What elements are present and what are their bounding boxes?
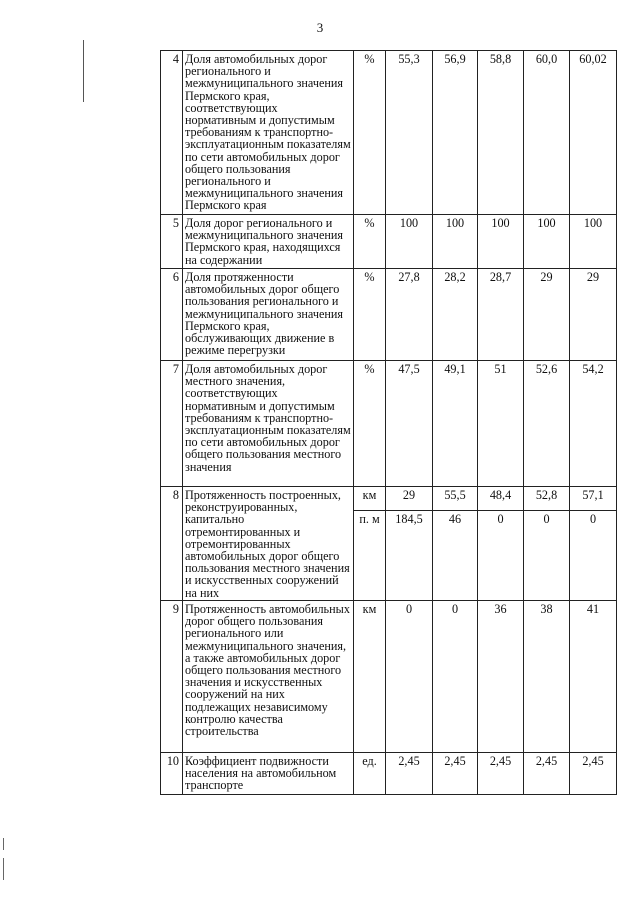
unit-cell: % — [354, 215, 386, 269]
row-number: 7 — [161, 361, 183, 487]
value-cell: 38 — [524, 601, 570, 753]
value-cell: 0 — [524, 511, 570, 601]
value-cell: 28,7 — [478, 269, 524, 361]
value-cell: 60,02 — [570, 51, 617, 215]
value-cell: 2,45 — [386, 753, 433, 795]
value-cell: 0 — [386, 601, 433, 753]
table-row — [161, 601, 617, 753]
value-cell: 2,45 — [433, 753, 478, 795]
unit-cell: ед. — [354, 753, 386, 795]
value-cell: 100 — [386, 215, 433, 269]
value-cell: 52,8 — [524, 487, 570, 511]
indicator-name: Доля автомобильных дорог регионального и межмуниципального значения Пермского края, соответствующих нормативным и допустимым требованиям к транспортно-эксплуатационным показателям по сети автомобильных дорог общего пользования регионального и межмуниципального значения Пермского края — [183, 51, 354, 215]
table-row — [161, 753, 617, 795]
table-row — [161, 269, 617, 361]
value-cell: 41 — [570, 601, 617, 753]
value-cell: 54,2 — [570, 361, 617, 487]
scan-mark — [3, 838, 4, 850]
value-cell: 184,5 — [386, 511, 433, 601]
row-number: 8 — [161, 487, 183, 601]
page-number: 3 — [316, 20, 324, 35]
indicators-table — [160, 50, 617, 795]
value-cell: 2,45 — [478, 753, 524, 795]
value-cell: 48,4 — [478, 487, 524, 511]
unit-cell: % — [354, 269, 386, 361]
value-cell: 0 — [570, 511, 617, 601]
unit-cell: % — [354, 51, 386, 215]
table-row — [161, 215, 617, 269]
value-cell: 29 — [570, 269, 617, 361]
value-cell: 46 — [433, 511, 478, 601]
value-cell: 49,1 — [433, 361, 478, 487]
indicator-name: Доля протяженности автомобильных дорог общего пользования регионального и межмуниципального значения Пермского края, обслуживающих движение в режиме перегрузки — [183, 269, 354, 361]
value-cell: 55,5 — [433, 487, 478, 511]
value-cell: 29 — [386, 487, 433, 511]
indicator-name: Протяженность автомобильных дорог общего пользования регионального или межмуниципального значения, а также автомобильных дорог общего пользования местного значения и искусственных сооружений на них подлежащих независимому контролю качества строительства — [183, 601, 354, 753]
indicator-name: Коэффициент подвижности населения на автомобильном транспорте — [183, 753, 354, 795]
value-cell: 52,6 — [524, 361, 570, 487]
row-number: 4 — [161, 51, 183, 215]
value-cell: 55,3 — [386, 51, 433, 215]
value-cell: 2,45 — [524, 753, 570, 795]
indicator-name: Доля дорог регионального и межмуниципального значения Пермского края, находящихся на содержании — [183, 215, 354, 269]
value-cell: 0 — [433, 601, 478, 753]
value-cell: 51 — [478, 361, 524, 487]
indicator-name: Протяженность построенных, реконструированных, капитально отремонтированных и отремонтированных автомобильных дорог общего пользования местного значения и искусственных сооружений на них — [183, 487, 354, 601]
margin-line — [83, 40, 84, 102]
value-cell: 57,1 — [570, 487, 617, 511]
value-cell: 100 — [433, 215, 478, 269]
unit-cell: км — [354, 601, 386, 753]
unit-cell: % — [354, 361, 386, 487]
row-number: 10 — [161, 753, 183, 795]
scan-mark — [3, 858, 4, 880]
row-number: 9 — [161, 601, 183, 753]
value-cell: 29 — [524, 269, 570, 361]
value-cell: 0 — [478, 511, 524, 601]
table-row — [161, 487, 617, 511]
value-cell: 56,9 — [433, 51, 478, 215]
row-number: 6 — [161, 269, 183, 361]
value-cell: 2,45 — [570, 753, 617, 795]
value-cell: 47,5 — [386, 361, 433, 487]
value-cell: 100 — [478, 215, 524, 269]
value-cell: 28,2 — [433, 269, 478, 361]
table-row — [161, 361, 617, 487]
value-cell: 100 — [524, 215, 570, 269]
value-cell: 36 — [478, 601, 524, 753]
value-cell: 60,0 — [524, 51, 570, 215]
table-row — [161, 51, 617, 215]
indicator-name: Доля автомобильных дорог местного значения, соответствующих нормативным и допустимым требованиям к транспортно-эксплуатационным показателям по сети автомобильных дорог общего пользования местного значения — [183, 361, 354, 487]
unit-cell: п. м — [354, 511, 386, 601]
row-number: 5 — [161, 215, 183, 269]
unit-cell: км — [354, 487, 386, 511]
value-cell: 100 — [570, 215, 617, 269]
value-cell: 58,8 — [478, 51, 524, 215]
value-cell: 27,8 — [386, 269, 433, 361]
